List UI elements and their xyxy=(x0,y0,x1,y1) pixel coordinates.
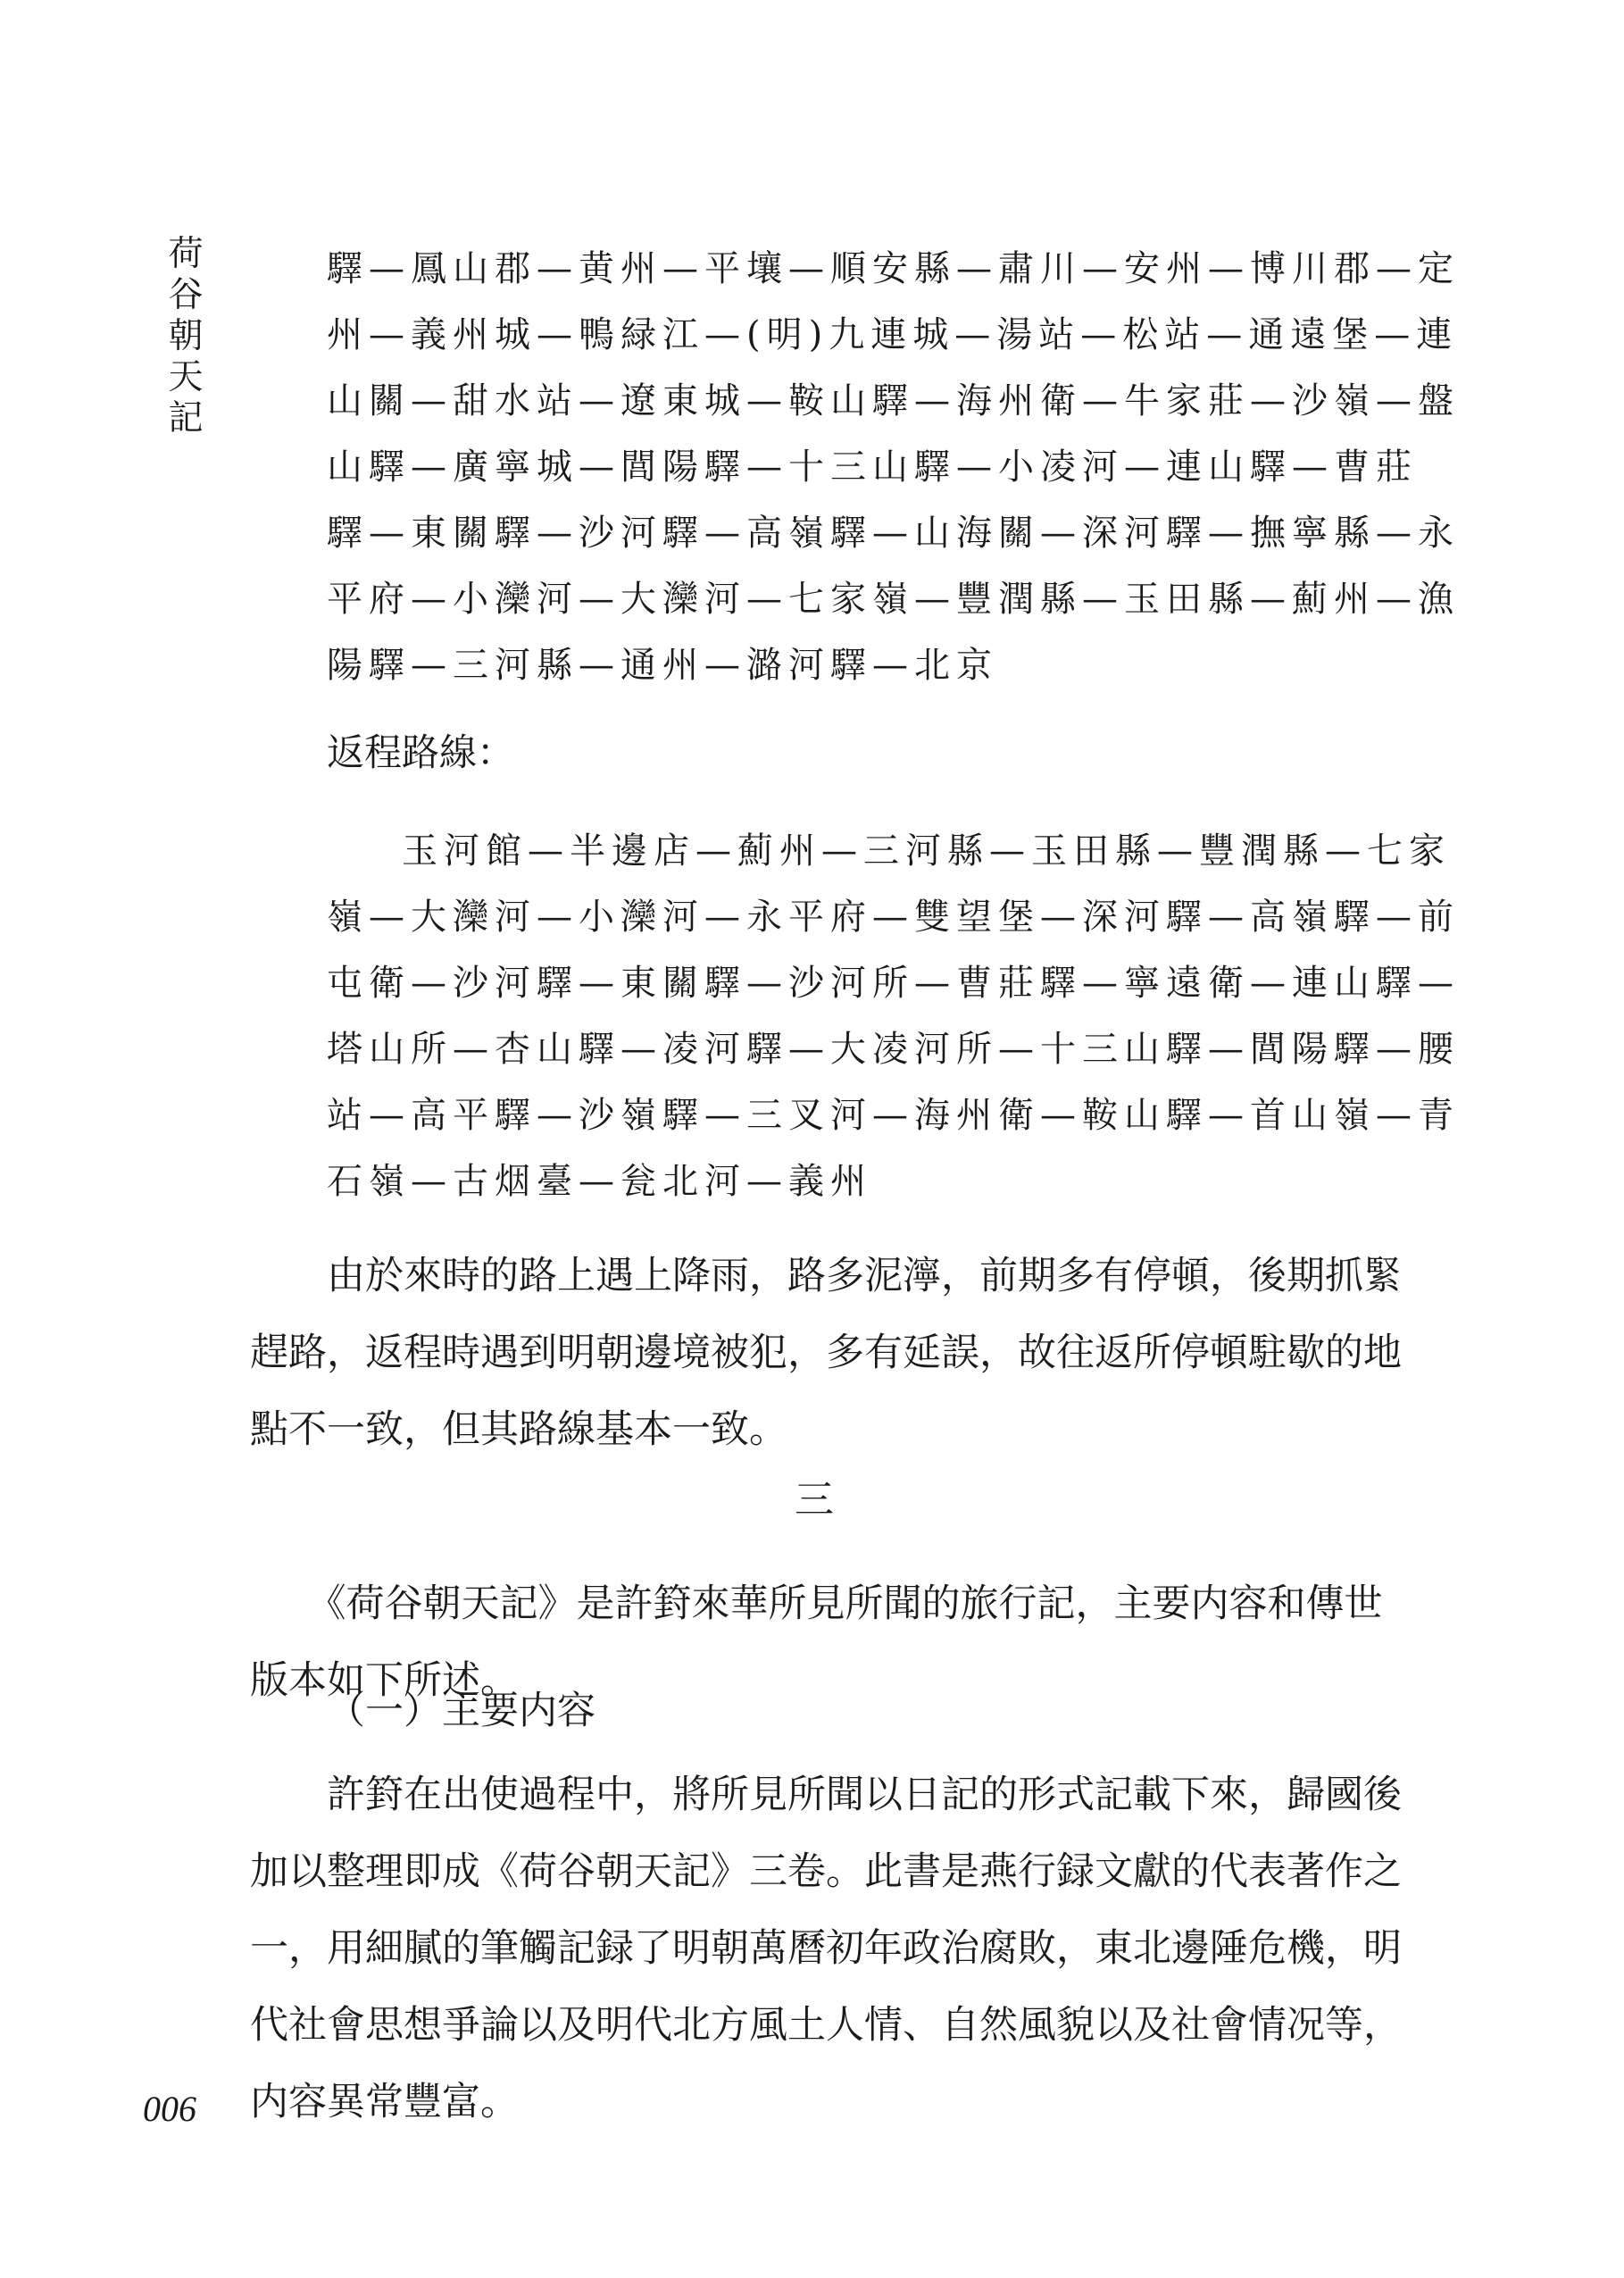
route-line: 山關—甜水站—遼東城—鞍山驛—海州衛—牛家莊—沙嶺—盤 xyxy=(327,380,1460,421)
text-line: 《荷谷朝天記》是許篈來華所見所聞的旅行記，主要内容和傳世 xyxy=(250,1581,1383,1626)
route-line: 驛—鳳山郡—黄州—平壤—順安縣—肅川—安州—博川郡—定 xyxy=(327,248,1460,289)
running-head-char: 天 xyxy=(168,357,204,397)
text-line: 點不一致，但其路線基本一致。 xyxy=(250,1407,787,1452)
route-line: 石嶺—古烟臺—瓮北河—義州 xyxy=(327,1161,872,1202)
route-line: 驛—東關驛—沙河驛—高嶺驛—山海關—深河驛—撫寧縣—永 xyxy=(327,513,1460,554)
route-line: 屯衛—沙河驛—東關驛—沙河所—曹莊驛—寧遠衛—連山驛— xyxy=(327,963,1460,1004)
text-line: 加以整理即成《荷谷朝天記》三卷。此書是燕行録文獻的代表著作之 xyxy=(250,1849,1402,1894)
running-head-char: 荷 xyxy=(168,234,204,274)
subheading-main-content: （一）主要内容 xyxy=(327,1689,595,1733)
outbound-route xyxy=(327,236,1460,698)
route-line: 塔山所—杏山驛—凌河驛—大凌河所—十三山驛—閭陽驛—腰 xyxy=(327,1029,1460,1070)
return-route xyxy=(327,818,1460,1214)
route-line: 州—義州城—鴨緑江—(明)九連城—湯站—松站—通遠堡—連 xyxy=(327,314,1459,355)
paragraph-route-note xyxy=(250,1238,1402,1468)
running-head xyxy=(165,234,206,439)
route-line: 站—高平驛—沙嶺驛—三叉河—海州衛—鞍山驛—首山嶺—青 xyxy=(327,1095,1460,1136)
text-line: 趕路，返程時遇到明朝邊境被犯，多有延誤，故往返所停頓駐歇的地 xyxy=(250,1331,1402,1375)
text-line: 版本如下所述。 xyxy=(250,1658,519,1703)
running-head-char: 谷 xyxy=(168,275,204,315)
return-route-heading: 返程路線： xyxy=(327,730,515,774)
route-line: 平府—小灤河—大灤河—七家嶺—豐潤縣—玉田縣—薊州—漁 xyxy=(327,579,1460,620)
running-head-char: 記 xyxy=(168,398,204,438)
text-line: 内容異常豐富。 xyxy=(250,2080,519,2124)
text-line: 由於來時的路上遇上降雨，路多泥濘，前期多有停頓，後期抓緊 xyxy=(250,1254,1402,1298)
paragraph-main-content xyxy=(250,1756,1402,2140)
route-line: 嶺—大灤河—小灤河—永平府—雙望堡—深河驛—高嶺驛—前 xyxy=(327,897,1460,938)
route-line: 玉河館—半邊店—薊州—三河縣—玉田縣—豐潤縣—七家 xyxy=(402,830,1451,872)
section-number: 三 xyxy=(795,1477,834,1523)
page-number: 006 xyxy=(143,2089,196,2129)
text-line: 許篈在出使過程中，將所見所聞以日記的形式記載下來，歸國後 xyxy=(250,1773,1402,1817)
text-line: 一，用細膩的筆觸記録了明朝萬曆初年政治腐敗，東北邊陲危機，明 xyxy=(250,1926,1402,1971)
route-line: 山驛—廣寧城—閭陽驛—十三山驛—小凌河—連山驛—曹莊 xyxy=(327,446,1418,488)
running-head-char: 朝 xyxy=(168,316,204,356)
route-line: 陽驛—三河縣—通州—潞河驛—北京 xyxy=(327,645,998,686)
text-line: 代社會思想爭論以及明代北方風土人情、自然風貌以及社會情况等， xyxy=(250,2003,1402,2048)
